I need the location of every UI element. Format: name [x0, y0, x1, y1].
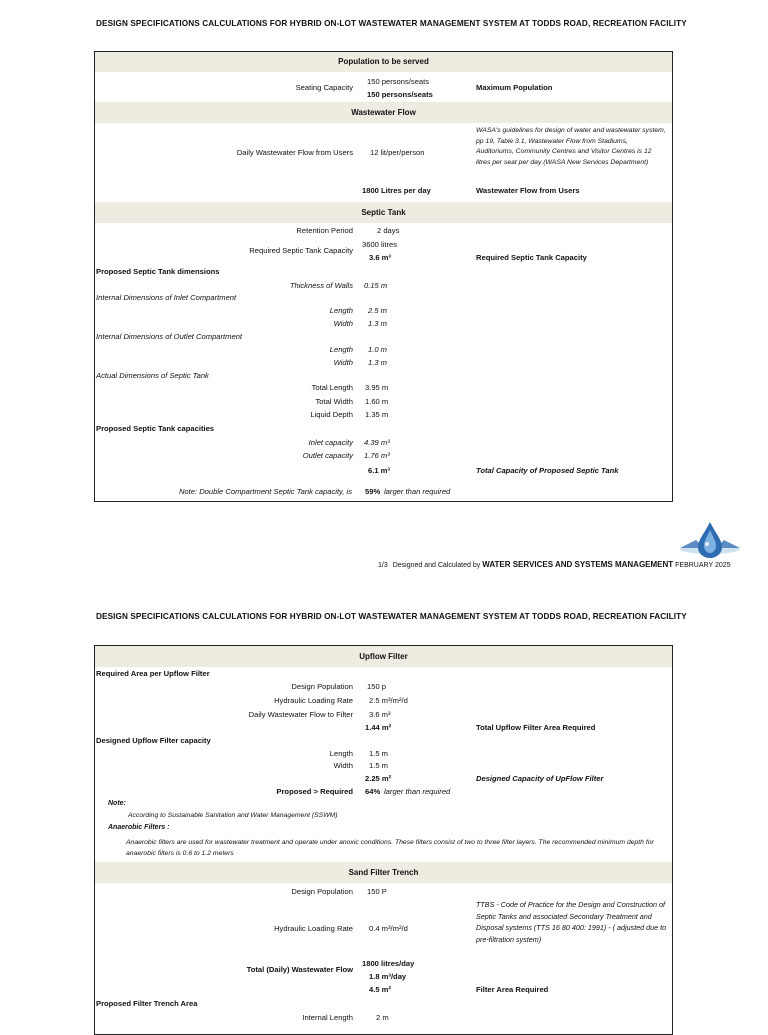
area-required-label: Total Upflow Filter Area Required: [476, 723, 596, 732]
inlet-dimensions-heading: Internal Dimensions of Inlet Compartment: [96, 293, 237, 302]
sand-hlr-value: 0.4 m³/m²/d: [369, 924, 408, 933]
required-area-heading: Required Area per Upflow Filter: [96, 669, 210, 678]
sand-pop-value: 150 P: [367, 887, 387, 896]
inlet-capacity-label: Inlet capacity: [308, 438, 353, 447]
flow-total-value: 1800 Litres per day: [362, 186, 431, 195]
section-septic-tank: Septic Tank: [95, 202, 672, 223]
septic-note-pct: 59%: [365, 487, 381, 496]
req-capacity-litres: 3600 litres: [362, 240, 398, 249]
design-pop-label: Design Population: [291, 682, 353, 691]
section-wastewater: Wastewater Flow: [95, 102, 672, 123]
req-capacity-m3: 3.6 m³: [369, 253, 391, 262]
total-flow-litres: 1800 litres/day: [362, 959, 415, 968]
note-heading: Note:: [108, 800, 126, 807]
total-width-label: Total Width: [315, 397, 353, 406]
page-2-title: DESIGN SPECIFICATIONS CALCULATIONS FOR HYBRID ON-LOT WASTEWATER MANAGEMENT SYSTEM AT TODDS ROAD, RECREATION FACILITY: [96, 612, 687, 621]
trench-area-heading: Proposed Filter Trench Area: [96, 999, 198, 1008]
upflow-width-value: 1.5 m: [369, 761, 388, 770]
daily-flow-value: 12 lit/per/person: [370, 148, 425, 157]
req-capacity-note: Required Septic Tank Capacity: [476, 253, 587, 262]
sand-hlr-label: Hydraulic Loading Rate: [274, 924, 353, 933]
daily-filter-flow-label: Daily Wastewater Flow to Filter: [248, 710, 353, 719]
sswm-reference: According to Sustainable Sanitation and Water Management (SSWM): [128, 812, 338, 819]
actual-dimensions-heading: Actual Dimensions of Septic Tank: [96, 371, 209, 380]
total-length-label: Total Length: [311, 383, 353, 392]
filter-area-value: 4.5 m²: [369, 985, 391, 994]
sand-pop-label: Design Population: [291, 887, 353, 896]
proposed-capacities-heading: Proposed Septic Tank capacities: [96, 424, 215, 433]
inlet-width-value: 1.3 m: [368, 319, 387, 328]
section-sand-filter: Sand Filter Trench: [95, 862, 672, 883]
design-pop-value: 150 p: [367, 682, 387, 691]
daily-flow-label: Daily Wastewater Flow from Users: [236, 148, 353, 157]
hlr-label: Hydraulic Loading Rate: [274, 696, 353, 705]
designed-by-text: Designed and Calculated by: [392, 562, 481, 569]
inlet-capacity-value: 4.39 m³: [364, 438, 390, 447]
outlet-capacity-value: 1.76 m³: [364, 451, 390, 460]
proposed-dimensions-heading: Proposed Septic Tank dimensions: [96, 267, 220, 276]
outlet-length-label: Length: [329, 345, 353, 354]
septic-note-rest: larger than required: [384, 487, 451, 496]
total-capacity-value: 6.1 m³: [368, 466, 390, 475]
anaerobic-description: Anaerobic filters are used for wastewater treatment and operate under anoxic conditions. These filters consist of two to three filter layers. The recommended minimum depth for anaerobic filters is 0.6 to 1.2 meters: [126, 839, 654, 857]
total-capacity-label: Total Capacity of Proposed Septic Tank: [476, 466, 619, 475]
section-upflow-filter: Upflow Filter: [95, 646, 672, 667]
proposed-vs-required-rest: larger than required: [384, 787, 451, 796]
outlet-width-label: Width: [333, 358, 353, 367]
footer-date: FEBRUARY 2025: [675, 562, 731, 569]
req-capacity-label: Required Septic Tank Capacity: [249, 246, 353, 255]
daily-filter-flow-value: 3.6 m³: [369, 710, 391, 719]
total-length-value: 3.95 m: [365, 383, 389, 392]
outlet-width-value: 1.3 m: [368, 358, 387, 367]
anaerobic-heading: Anaerobic Filters :: [108, 824, 170, 831]
section-population: Population to be served: [95, 52, 672, 72]
internal-length-label: Internal Length: [302, 1013, 353, 1022]
total-width-value: 1.60 m: [365, 397, 389, 406]
wasa-guideline-note: WASA's guidelines for design of water and wastewater system, pp 19, Table 3.1, Wastewater Flow from Stadiums, Auditoriums, Community Centres and Visitor Centres is 12 litres per seat per day (WASA New Services Department): [476, 127, 666, 166]
retention-value: 2 days: [377, 226, 400, 235]
designed-area-label: Designed Capacity of UpFlow Filter: [476, 774, 604, 783]
seating-value-2: 150 persons/seats: [367, 90, 433, 99]
internal-length-value: 2 m: [376, 1013, 389, 1022]
outlet-dimensions-heading: Internal Dimensions of Outlet Compartment: [96, 332, 243, 341]
hlr-value: 2.5 m³/m²/d: [369, 696, 408, 705]
inlet-length-value: 2.5 m: [368, 306, 387, 315]
total-flow-label: Total (Daily) Wastewater Flow: [246, 965, 353, 974]
flow-total-label: Wastewater Flow from Users: [476, 186, 580, 195]
company-name: WATER SERVICES AND SYSTEMS MANAGEMENT: [482, 560, 674, 569]
designed-capacity-heading: Designed Upflow Filter capacity: [96, 736, 211, 745]
proposed-vs-required-label: Proposed > Required: [276, 787, 353, 796]
page-footer: [378, 560, 731, 569]
outlet-capacity-label: Outlet capacity: [302, 451, 353, 460]
designed-area-value: 2.25 m²: [365, 774, 392, 783]
outlet-length-value: 1.0 m: [368, 345, 387, 354]
septic-note-label: Note: Double Compartment Septic Tank capacity, is: [178, 487, 352, 496]
walls-label: Thickness of Walls: [289, 281, 353, 290]
walls-value: 0.15 m: [364, 281, 388, 290]
upflow-length-label: Length: [329, 749, 353, 758]
total-flow-m3: 1.8 m³/day: [369, 972, 407, 981]
area-required-value: 1.44 m²: [365, 723, 392, 732]
inlet-length-label: Length: [329, 306, 353, 315]
upflow-width-label: Width: [333, 761, 353, 770]
seating-value-1: 150 persons/seats: [367, 77, 430, 86]
liquid-depth-label: Liquid Depth: [310, 410, 353, 419]
page-1-title: DESIGN SPECIFICATIONS CALCULATIONS FOR HYBRID ON-LOT WASTEWATER MANAGEMENT SYSTEM AT TODDS ROAD, RECREATION FACILITY: [96, 19, 687, 28]
ttbs-note: TTBS - Code of Practice for the Design and Construction of Septic Tanks and associated Secondary Treatment and Disposal systems (TTS 16 80 400: 1991) - ( adjusted due to pre-filtration system): [476, 900, 667, 944]
upflow-length-value: 1.5 m: [369, 749, 388, 758]
proposed-vs-required-pct: 64%: [365, 787, 381, 796]
seating-label: Seating Capacity: [295, 83, 353, 92]
page-number: 1/3: [378, 562, 388, 569]
company-logo-icon: [674, 520, 744, 560]
filter-area-label: Filter Area Required: [476, 985, 549, 994]
inlet-width-label: Width: [333, 319, 353, 328]
max-population-label: Maximum Population: [476, 83, 553, 92]
liquid-depth-value: 1.35 m: [365, 410, 389, 419]
retention-label: Retention Period: [296, 226, 353, 235]
